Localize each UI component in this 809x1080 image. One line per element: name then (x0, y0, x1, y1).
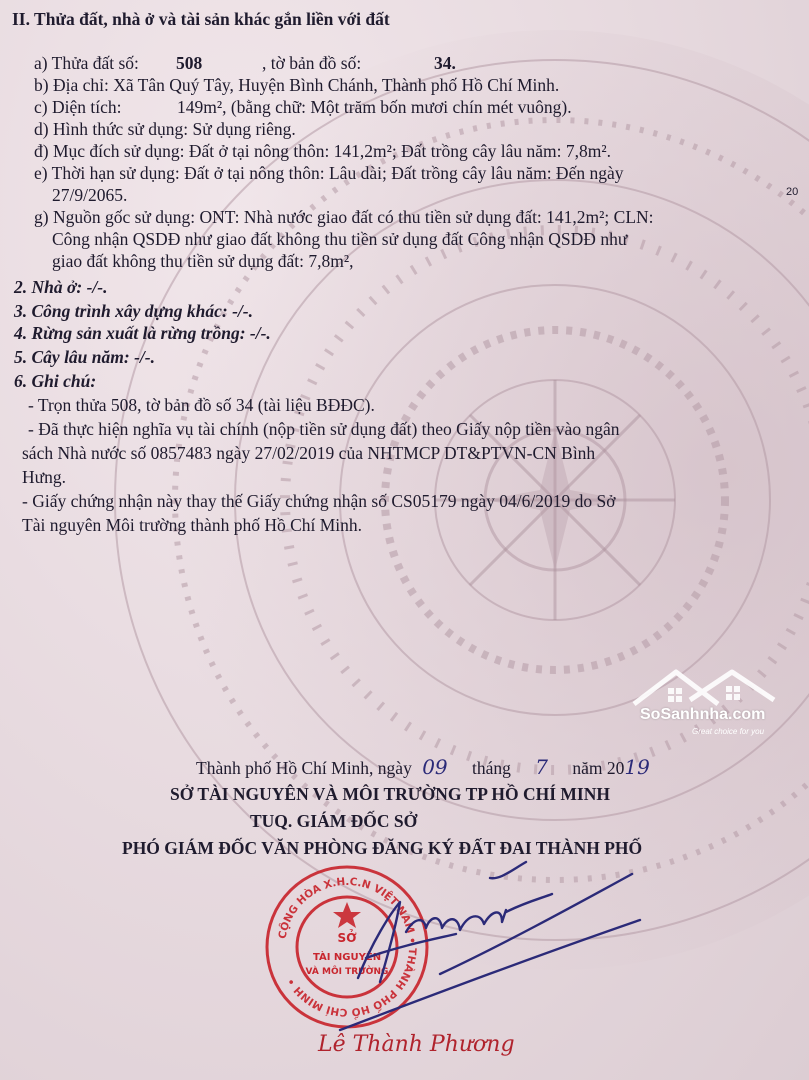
area-value: 149m², (bằng chữ: Một trăm bốn mươi chín mét vuông). (177, 97, 572, 117)
handwritten-signature (280, 850, 660, 1050)
notes-title: 6. Ghi chú: (14, 371, 97, 391)
page-number: 20 (786, 186, 799, 198)
area-label: c) Diện tích: (34, 97, 122, 117)
seal-center-1: SỞ (337, 931, 357, 945)
use-term-line-2: 27/9/2065. (52, 185, 128, 205)
use-origin-line-3: giao đất không thu tiền sử dụng đất: 7,8m², (52, 251, 354, 271)
date-month: 7 (535, 755, 549, 779)
use-form-line: d) Hình thức sử dụng: Sử dụng riêng. (34, 119, 296, 139)
signer-name: Lê Thành Phương (318, 1032, 515, 1057)
date-line (196, 756, 650, 779)
note-2-line-1: - Đã thực hiện nghĩa vụ tài chính (nộp tiền sử dụng đất) theo Giấy nộp tiền vào ngân (28, 419, 620, 439)
perennial-line: 5. Cây lâu năm: -/-. (14, 347, 155, 367)
date-year-suffix: 19 (624, 755, 650, 779)
date-day: 09 (422, 755, 448, 779)
note-2-line-2: sách Nhà nước số 0857483 ngày 27/02/2019 của NHTMCP DT&PTVN-CN Bình (22, 443, 596, 463)
map-sheet-value: 34. (434, 53, 456, 73)
section-title: II. Thửa đất, nhà ở và tài sản khác gắn liền với đất (12, 9, 390, 29)
use-purpose-line: đ) Mục đích sử dụng: Đất ở tại nông thôn: 141,2m²; Đất trồng cây lâu năm: 7,8m². (34, 141, 611, 161)
authority-title: PHÓ GIÁM ĐỐC VĂN PHÒNG ĐĂNG KÝ ĐẤT ĐAI THÀNH PHỐ (122, 838, 643, 858)
forest-line: 4. Rừng sản xuất là rừng trồng: -/-. (14, 323, 271, 343)
date-month-label: tháng (472, 758, 511, 778)
seal-ring-text: CỘNG HÒA X.H.C.N VIỆT NAM • THÀNH PHỐ HỒ CHÍ MINH • (276, 875, 419, 1019)
parcel-number-label: a) Thửa đất số: (34, 53, 139, 73)
construction-line: 3. Công trình xây dựng khác: -/-. (14, 301, 253, 321)
use-origin-line-1: g) Nguồn gốc sử dụng: ONT: Nhà nước giao đất có thu tiền sử dụng đất: 141,2m²; CLN: (34, 207, 654, 227)
note-3-line-2: Tài nguyên Môi trường thành phố Hồ Chí Minh. (22, 515, 363, 535)
date-prefix: Thành phố Hồ Chí Minh, ngày (196, 758, 412, 778)
watermark-tagline: Great choice for you (692, 727, 765, 736)
parcel-number-value: 508 (176, 53, 203, 73)
seal-center-3: VÀ MÔI TRƯỜNG (305, 967, 389, 977)
authority-org: SỞ TÀI NGUYÊN VÀ MÔI TRƯỜNG TP HỒ CHÍ MINH (170, 784, 610, 804)
map-sheet-label: , tờ bản đồ số: (262, 53, 362, 73)
watermark-brand: SoSanhnha.com (640, 706, 766, 723)
note-3-line-1: - Giấy chứng nhận này thay thế Giấy chứng nhận số CS05179 ngày 04/6/2019 do Sở (22, 491, 616, 511)
note-1: - Trọn thửa 508, tờ bản đồ số 34 (tài liệu BĐĐC). (28, 395, 375, 415)
house-line: 2. Nhà ở: -/-. (14, 277, 108, 297)
use-term-line-1: e) Thời hạn sử dụng: Đất ở tại nông thôn: Lâu dài; Đất trồng cây lâu năm: Đến ngày (34, 163, 624, 183)
note-2-line-3: Hưng. (22, 467, 66, 487)
date-year-label: năm 20 (572, 758, 625, 778)
use-origin-line-2: Công nhận QSDĐ như giao đất không thu tiền sử dụng đất Công nhận QSDĐ như (52, 229, 628, 249)
seal-center-2: TÀI NGUYÊN (312, 952, 382, 963)
authority-tuq: TUQ. GIÁM ĐỐC SỞ (250, 811, 418, 831)
address-line: b) Địa chỉ: Xã Tân Quý Tây, Huyện Bình Chánh, Thành phố Hồ Chí Minh. (34, 75, 560, 95)
